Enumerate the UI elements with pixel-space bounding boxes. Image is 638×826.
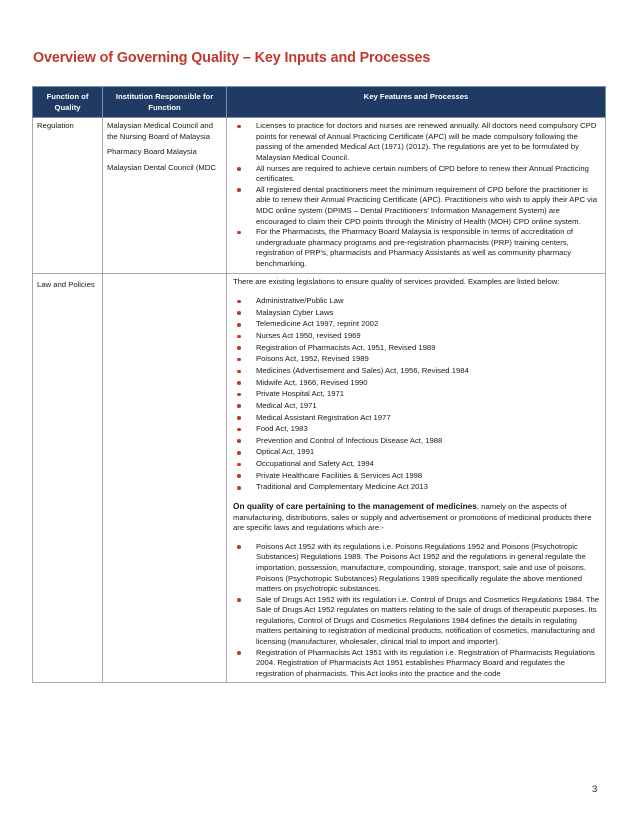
header-institution: Institution Responsible for Function — [103, 87, 227, 118]
list-item: Medicines (Advertisement and Sales) Act, 1956, Revised 1984 — [231, 366, 601, 377]
medicines-law-list — [231, 542, 601, 680]
list-item: For the Pharmacists, the Pharmacy Board Malaysia is responsible in terms of accreditation of undergraduate pharmacy programs and pre-registration pharmacists (PRP) training centers, registration of PRP's, pharmacists and Pharmacy Assistants as well as community pharmacy benchmarking. — [231, 227, 601, 269]
function-label: Law and Policies — [37, 279, 95, 289]
list-item: Nurses Act 1950, revised 1969 — [231, 331, 601, 342]
list-item: Licenses to practice for doctors and nurses are renewed annually. All doctors need compulsory CPD points for renewal of Annual Practicing Certificate (APC) will be made compulsory following the passing of the amended Medical Act (1971) (2012). The regulations are yet to be formulated by Malaysian Medical Council. — [231, 121, 601, 163]
law-list — [231, 296, 601, 493]
medicines-intro — [231, 501, 601, 534]
list-item: Administrative/Public Law — [231, 296, 601, 307]
list-item: All nurses are required to achieve certain numbers of CPD before to renew their Annual Practicing certificates. — [231, 164, 601, 185]
header-function: Function of Quality — [33, 87, 103, 118]
list-item: Private Hospital Act, 1971 — [231, 389, 601, 400]
table-row-law — [33, 273, 606, 683]
list-item: Registration of Pharmacists Act, 1951, Revised 1989 — [231, 343, 601, 354]
list-item: Malaysian Cyber Laws — [231, 308, 601, 319]
institution-item: Malaysian Dental Council (MDC — [107, 162, 216, 172]
list-item: Medical Assistant Registration Act 1977 — [231, 413, 601, 424]
page-number: 3 — [592, 784, 598, 795]
features-cell — [227, 118, 606, 273]
features-cell — [227, 273, 606, 683]
list-item: All registered dental practitioners meet the minimum requirement of CPD before the practitioner is able to renew their Annual Practicing Certificate (APC). Practitioners who wish to apply their APC via MDC online system (DPIMS – Dental Practitioners' Information Management System) are encouraged to claim their CPD points through the Ministry of Health (MOH) CPD online system. — [231, 185, 601, 227]
table-header-row — [33, 87, 606, 118]
function-label: Regulation — [37, 121, 74, 131]
list-item: Medical Act, 1971 — [231, 401, 601, 412]
list-item: Occupational and Safety Act, 1994 — [231, 459, 601, 470]
governance-table — [32, 86, 606, 683]
medicines-intro-bold: On quality of care pertaining to the management of medicines — [233, 500, 477, 511]
list-item: Registration of Pharmacists Act 1951 with its regulation i.e. Registration of Pharmacists Regulations 2004. Registration of Pharmacists Act 1951 establishes Pharmacy Board and regulates the registration of pharmacists. This Act looks into the practice and the code — [231, 648, 601, 680]
list-item: Optical Act, 1991 — [231, 447, 601, 458]
list-item: Private Healthcare Facilities & Services Act 1998 — [231, 471, 601, 482]
list-item: Sale of Drugs Act 1952 with its regulation i.e. Control of Drugs and Cosmetics Regulations 1984. The Sale of Drugs Act 1952 regulates on matters relating to the sale of drugs of therapeutic purposes. Its regulations, Control of Drugs and Cosmetics Regulations 1984 defines the details in regulating matters pertaining to registration of medicinal products, notification of cosmetics, manufacturing and licensing (manufacturer, wholesaler, clinical trial to import and importer). — [231, 595, 601, 648]
list-item: Poisons Act 1952 with its regulations i.e. Poisons Regulations 1952 and Poisons (Psychotropic Substances) Regulations 1989. The Poisons Act 1952 and the regulations in general regulate the importation, possession, manufacture, compounding, storage, transport, sale and use of poisons. Poisons (Psychotropic Substances) Regulations 1989 specifically regulate the above mentioned matters on psychotropic substances. — [231, 542, 601, 595]
function-cell — [33, 118, 103, 273]
list-item: Midwife Act, 1966, Revised 1990 — [231, 378, 601, 389]
institution-cell — [103, 273, 227, 683]
list-item: Food Act, 1983 — [231, 424, 601, 435]
function-cell — [33, 273, 103, 683]
header-features: Key Features and Processes — [227, 87, 606, 118]
list-item: Prevention and Control of Infectious Disease Act, 1988 — [231, 436, 601, 447]
list-item: Traditional and Complementary Medicine Act 2013 — [231, 482, 601, 493]
law-intro: There are existing legislations to ensure quality of services provided. Examples are listed below: — [233, 276, 560, 286]
institution-cell — [103, 118, 227, 273]
medicines-intro-rest: , namely on the aspects of manufacturing, distributions, sales or supply and advertisement or promotions of medicinal products there are specific laws and regulations which are:- — [233, 501, 592, 533]
list-item: Poisons Act, 1952, Revised 1989 — [231, 354, 601, 365]
features-list — [231, 121, 601, 269]
table-row-regulation — [33, 118, 606, 273]
list-item: Telemedicine Act 1997, reprint 2002 — [231, 319, 601, 330]
institution-item: Pharmacy Board Malaysia — [107, 147, 197, 157]
institution-item: Malaysian Medical Council and the Nursing Board of Malaysia — [107, 121, 213, 141]
page-title: Overview of Governing Quality – Key Inputs and Processes — [33, 50, 431, 66]
